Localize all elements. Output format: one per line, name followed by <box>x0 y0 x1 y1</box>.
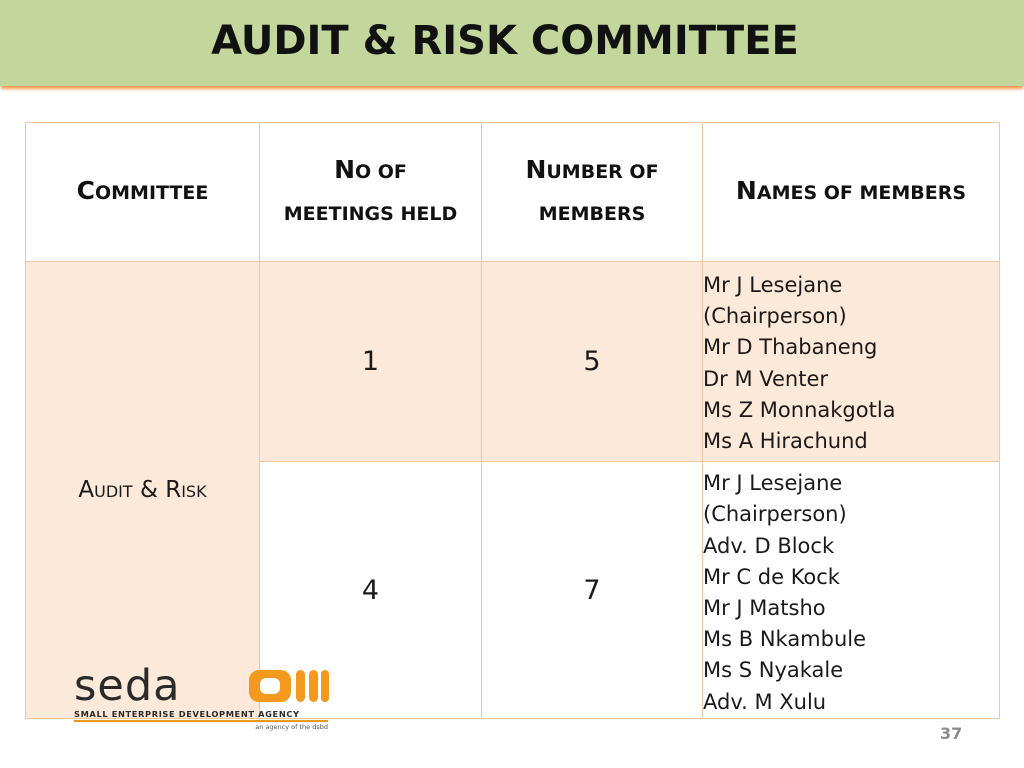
member-name: Ms A Hirachund <box>703 428 868 453</box>
member-name: Adv. M Xulu <box>703 689 827 714</box>
header-meetings-initial: N <box>334 155 356 184</box>
member-name: Ms S Nyakale <box>703 658 844 683</box>
page-title: AUDIT & RISK COMMITTEE <box>211 18 799 64</box>
member-name: Dr M Venter <box>703 366 829 391</box>
seda-logo <box>74 661 330 735</box>
header-members-count <box>482 123 703 262</box>
table-row <box>26 262 1000 462</box>
header-members-count-rest: UMBER OF <box>546 161 659 183</box>
meetings-cell <box>260 262 482 462</box>
members-count-value: 7 <box>583 574 601 606</box>
members-count-cell <box>482 262 703 462</box>
header-meetings-rest: O OF <box>355 161 407 183</box>
meetings-value: 1 <box>361 346 380 377</box>
header-meetings-line2: MEETINGS HELD <box>283 203 458 225</box>
logo-divider <box>74 720 328 722</box>
logo-mark-icon <box>248 669 330 705</box>
member-name: Mr J Matsho <box>703 596 826 620</box>
member-name: Mr J Lesejane <box>703 272 843 297</box>
header-committee <box>26 123 260 262</box>
header-members-count-line2: MEMBERS <box>538 203 646 225</box>
committee-name-cell <box>26 262 260 719</box>
members-count-cell <box>482 462 703 719</box>
members-list-cell <box>703 462 1000 719</box>
member-name: (Chairperson) <box>703 304 847 329</box>
member-name: Ms B Nkambule <box>703 627 867 652</box>
logo-subtitle: SMALL ENTERPRISE DEVELOPMENT AGENCY <box>74 709 300 719</box>
committee-name: Audit & Risk <box>78 477 207 503</box>
member-name: Mr J Lesejane <box>703 471 843 496</box>
meetings-value: 4 <box>361 574 380 606</box>
member-name: (Chairperson) <box>703 502 847 527</box>
header-committee-initial: C <box>76 176 95 205</box>
member-name: Ms Z Monnakgotla <box>703 397 896 422</box>
committee-table <box>25 122 1000 719</box>
page-number: 37 <box>940 724 963 743</box>
logo-tagline: an agency of the dsbd <box>255 723 328 731</box>
title-bar <box>0 0 1024 86</box>
header-member-names-initial: N <box>735 176 757 205</box>
header-members-count-initial: N <box>525 155 547 184</box>
header-committee-rest: OMMITTEE <box>95 182 209 204</box>
header-member-names <box>703 123 1000 262</box>
header-member-names-rest: AMES OF MEMBERS <box>756 182 967 204</box>
members-list-cell <box>703 262 1000 462</box>
header-meetings <box>260 123 482 262</box>
members-count-value: 5 <box>583 346 601 377</box>
member-name: Mr C de Kock <box>703 564 840 589</box>
member-name: Adv. D Block <box>703 533 835 558</box>
logo-wordmark: seda <box>74 661 181 711</box>
table-header-row <box>26 123 1000 262</box>
member-name: Mr D Thabaneng <box>703 335 878 360</box>
